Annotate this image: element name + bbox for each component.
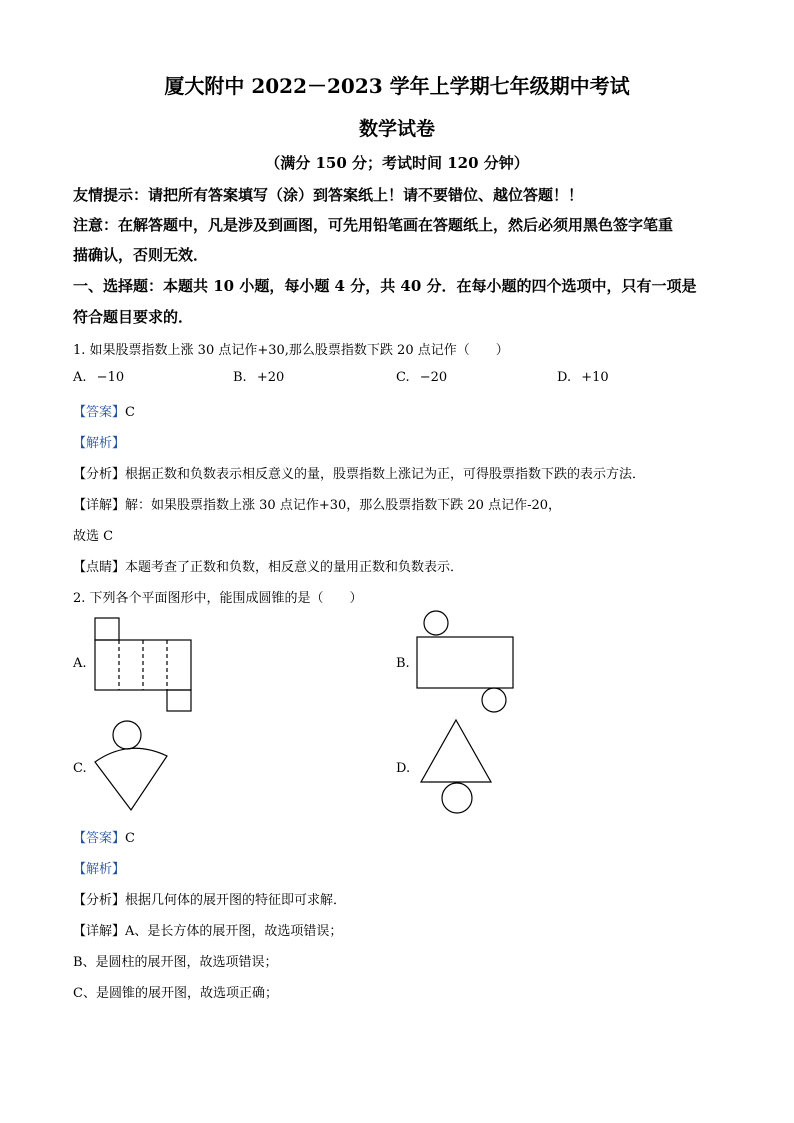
option-letter: A. (73, 370, 87, 385)
cylinder-net-figure (414, 609, 524, 714)
exam-meta: （满分 150 分；考试时间 120 分钟） (265, 154, 529, 172)
detail-tag: 【详解】 (73, 498, 126, 513)
q2-detail-c: C、是圆锥的展开图，故选项正确； (73, 986, 278, 1001)
answer-tag: 【答案】 (73, 831, 126, 846)
fenxi-text: 根据几何体的展开图的特征即可求解． (125, 893, 347, 908)
lateral-rectangle (417, 637, 513, 688)
detail-text: A、是长方体的展开图，故选项错误； (125, 924, 343, 939)
q2-option-b-letter: B. (396, 656, 410, 671)
exam-title: 厦大附中 2022－2023 学年上学期七年级期中考试 (164, 74, 630, 98)
option-value: +20 (256, 370, 285, 385)
q2-fenxi (73, 889, 346, 908)
q2-option-d-letter: D. (396, 761, 411, 776)
box-net-figure (92, 616, 212, 716)
option-value: −10 (96, 370, 125, 385)
q1-comment (73, 556, 463, 575)
q2-answer (73, 827, 135, 846)
base-circle (113, 721, 141, 749)
q1-answer (73, 401, 135, 420)
triangle-circle-figure (418, 717, 498, 822)
q2-analysis-tag: 【解析】 (73, 862, 126, 877)
answer-value: C (125, 405, 135, 420)
net-bottom-flap (167, 690, 191, 711)
section-heading-line-2: 符合题目要求的． (73, 308, 194, 326)
q1-option-b (233, 370, 284, 385)
section-heading-line-1: 一、选择题：本题共 10 小题，每小题 4 分，共 40 分．在每小题的四个选项中，只有一项是 (73, 277, 697, 295)
comment-tag: 【点睛】 (73, 560, 126, 575)
q1-fenxi (73, 463, 645, 482)
answer-tag: 【答案】 (73, 405, 126, 420)
q2-detail (73, 920, 342, 939)
comment-text: 本题考查了正数和负数，相反意义的量用正数和负数表示． (125, 560, 464, 575)
notice-line-1: 注意：在解答题中，凡是涉及到画图，可先用铅笔画在答题纸上，然后必须用黑色签字笔重 (73, 216, 674, 234)
cone-net-figure (91, 718, 201, 818)
top-circle (424, 611, 448, 635)
net-top-flap (95, 618, 119, 640)
fenxi-tag: 【分析】 (73, 467, 126, 482)
q2-detail-b: B、是圆柱的展开图，故选项错误； (73, 955, 278, 970)
triangle (421, 720, 491, 782)
option-letter: D. (557, 370, 572, 385)
detail-tag: 【详解】 (73, 924, 126, 939)
q2-stem: 2. 下列各个平面图形中，能围成圆锥的是（ ） (73, 591, 363, 606)
answer-value: C (125, 831, 135, 846)
option-value: −20 (419, 370, 448, 385)
fenxi-tag: 【分析】 (73, 893, 126, 908)
detail-text: 解：如果股票指数上涨 30 点记作+30，那么股票指数下跌 20 点记作-20， (125, 498, 561, 513)
q2-option-c-letter: C. (73, 761, 87, 776)
option-letter: B. (233, 370, 247, 385)
option-value: +10 (581, 370, 609, 385)
bottom-circle (482, 688, 506, 712)
sector (95, 748, 167, 810)
fenxi-text: 根据正数和负数表示相反意义的量，股票指数上涨记为正，可得股票指数下跌的表示方法． (125, 467, 646, 482)
q1-stem: 1. 如果股票指数上涨 30 点记作+30,那么股票指数下跌 20 点记作（ ） (73, 343, 509, 358)
circle (442, 783, 472, 813)
notice-line-2: 描确认，否则无效． (73, 246, 209, 264)
q2-option-a-letter: A. (73, 656, 87, 671)
option-letter: C. (396, 370, 410, 385)
q1-option-d (557, 370, 609, 385)
q1-analysis-tag: 【解析】 (73, 436, 126, 451)
q1-option-c (396, 370, 447, 385)
q1-detail (73, 494, 561, 513)
q1-option-a (73, 370, 124, 385)
subject-title: 数学试卷 (358, 118, 435, 140)
q1-choose: 故选 C (73, 529, 114, 544)
friendly-tip: 友情提示：请把所有答案填写（涂）到答案纸上！请不要错位、越位答题！！ (73, 186, 584, 204)
